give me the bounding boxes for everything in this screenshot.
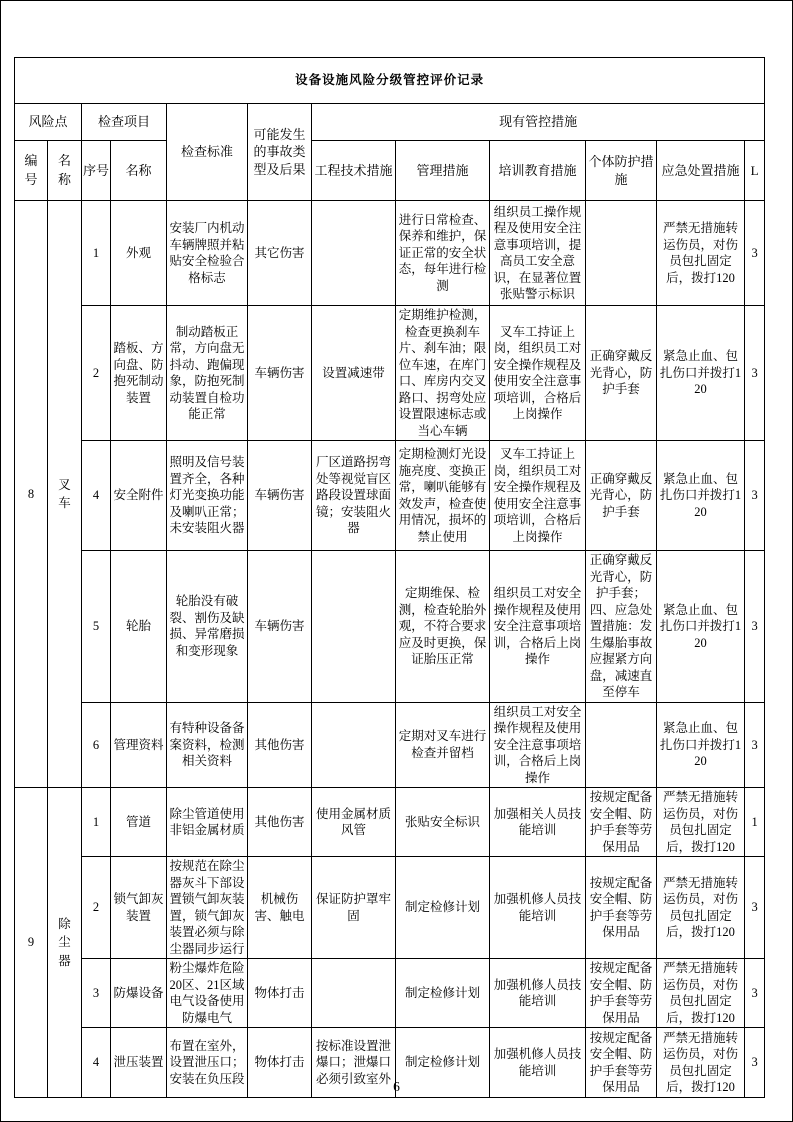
risk-name-cell: 叉车 bbox=[48, 201, 82, 788]
accident-cell: 物体打击 bbox=[248, 959, 312, 1028]
engineering-cell bbox=[312, 201, 396, 306]
accident-cell: 车辆伤害 bbox=[248, 306, 312, 441]
management-cell: 定期检测灯光设施亮度、变换正常，喇叭能够有效发声，检查使用情况，损坏的禁止使用 bbox=[396, 441, 490, 551]
management-cell: 进行日常检查、保养和维护，保证正常的安全状态，每年进行检测 bbox=[396, 201, 490, 306]
seq-cell: 2 bbox=[82, 306, 111, 441]
header-risk-point: 风险点 bbox=[15, 104, 82, 141]
table-row bbox=[15, 306, 765, 441]
seq-cell: 6 bbox=[82, 702, 111, 788]
emergency-cell: 严禁无措施转运伤员，对伤员包扎固定后，拨打120 bbox=[657, 201, 745, 306]
management-cell: 定期维护检测，检查更换刹车片、刹车油；限位车速，在库门口、库房内交叉路口、拐弯处应设置限速标志或当心车辆 bbox=[396, 306, 490, 441]
training-cell: 叉车工持证上岗，组织员工对安全操作规程及使用安全注意事项培训，合格后上岗操作 bbox=[490, 441, 586, 551]
accident-cell: 车辆伤害 bbox=[248, 441, 312, 551]
ppe-cell: 按规定配备安全帽、防护手套等劳保用品 bbox=[586, 959, 657, 1028]
item-name-cell: 踏板、方向盘、防抱死制动装置 bbox=[111, 306, 167, 441]
ppe-cell: 正确穿戴反光背心，防护手套；四、应急处置措施：发生爆胎事故应握紧方向盘，减速直至停车 bbox=[586, 551, 657, 703]
header-row-2 bbox=[15, 141, 765, 201]
header-l: L bbox=[745, 141, 765, 201]
header-row-1 bbox=[15, 104, 765, 141]
ppe-cell: 正确穿戴反光背心，防护手套 bbox=[586, 441, 657, 551]
item-name-cell: 管道 bbox=[111, 788, 167, 857]
l-cell: 3 bbox=[745, 551, 765, 703]
management-cell: 制定检修计划 bbox=[396, 959, 490, 1028]
standard-cell: 轮胎没有破裂、割伤及缺损、异常磨损和变形现象 bbox=[167, 551, 248, 703]
item-name-cell: 锁气卸灰装置 bbox=[111, 857, 167, 959]
seq-cell: 1 bbox=[82, 788, 111, 857]
seq-cell: 2 bbox=[82, 857, 111, 959]
standard-cell: 安装厂内机动车辆牌照并粘贴安全检验合格标志 bbox=[167, 201, 248, 306]
ppe-cell bbox=[586, 201, 657, 306]
engineering-cell: 设置减速带 bbox=[312, 306, 396, 441]
seq-cell: 4 bbox=[82, 1028, 111, 1098]
risk-control-table bbox=[14, 57, 765, 1098]
engineering-cell bbox=[312, 959, 396, 1028]
management-cell: 张贴安全标识 bbox=[396, 788, 490, 857]
header-item-name: 名称 bbox=[111, 141, 167, 201]
training-cell: 加强机修人员技能培训 bbox=[490, 857, 586, 959]
emergency-cell: 严禁无措施转运伤员，对伤员包扎固定后，拨打120 bbox=[657, 1028, 745, 1098]
emergency-cell: 紧急止血、包扎伤口并拨打120 bbox=[657, 702, 745, 788]
emergency-cell: 严禁无措施转运伤员，对伤员包扎固定后，拨打120 bbox=[657, 788, 745, 857]
header-emergency: 应急处置措施 bbox=[657, 141, 745, 201]
training-cell: 加强机修人员技能培训 bbox=[490, 1028, 586, 1098]
header-existing-controls: 现有管控措施 bbox=[312, 104, 765, 141]
training-cell: 组织员工对安全操作规程及使用安全注意事项培训，合格后上岗操作 bbox=[490, 551, 586, 703]
l-cell: 3 bbox=[745, 857, 765, 959]
ppe-cell: 按规定配备安全帽、防护手套等劳保用品 bbox=[586, 1028, 657, 1098]
seq-cell: 3 bbox=[82, 959, 111, 1028]
l-cell: 1 bbox=[745, 788, 765, 857]
accident-cell: 物体打击 bbox=[248, 1028, 312, 1098]
ppe-cell bbox=[586, 702, 657, 788]
ppe-cell: 正确穿戴反光背心，防护手套 bbox=[586, 306, 657, 441]
seq-cell: 1 bbox=[82, 201, 111, 306]
training-cell: 加强相关人员技能培训 bbox=[490, 788, 586, 857]
item-name-cell: 泄压装置 bbox=[111, 1028, 167, 1098]
page-number: 6 bbox=[393, 1079, 400, 1094]
header-ppe: 个体防护措施 bbox=[586, 141, 657, 201]
emergency-cell: 严禁无措施转运伤员，对伤员包扎固定后，拨打120 bbox=[657, 959, 745, 1028]
standard-cell: 照明及信号装置齐全，各种灯光变换功能及喇叭正常；未安装阻火器 bbox=[167, 441, 248, 551]
l-cell: 3 bbox=[745, 306, 765, 441]
header-accident: 可能发生的事故类型及后果 bbox=[248, 104, 312, 201]
training-cell: 组织员工对安全操作规程及使用安全注意事项培训，合格后上岗操作 bbox=[490, 702, 586, 788]
management-cell: 制定检修计划 bbox=[396, 1028, 490, 1098]
l-cell: 3 bbox=[745, 201, 765, 306]
emergency-cell: 严禁无措施转运伤员，对伤员包扎固定后，拨打120 bbox=[657, 857, 745, 959]
l-cell: 3 bbox=[745, 441, 765, 551]
item-name-cell: 轮胎 bbox=[111, 551, 167, 703]
standard-cell: 制动踏板正常，方向盘无抖动、跑偏现象，防抱死制动装置自检功能正常 bbox=[167, 306, 248, 441]
seq-cell: 4 bbox=[82, 441, 111, 551]
l-cell: 3 bbox=[745, 959, 765, 1028]
management-cell: 定期对叉车进行检查并留档 bbox=[396, 702, 490, 788]
header-name: 名称 bbox=[48, 141, 82, 201]
l-cell: 3 bbox=[745, 702, 765, 788]
risk-id-cell: 8 bbox=[15, 201, 48, 788]
management-cell: 定期维保、检测，检查轮胎外观，不符合要求应及时更换，保证胎压正常 bbox=[396, 551, 490, 703]
training-cell: 组织员工操作规程及使用安全注意事项培训，提高员工安全意识，在显著位置张贴警示标识 bbox=[490, 201, 586, 306]
header-training: 培训教育措施 bbox=[490, 141, 586, 201]
standard-cell: 除尘管道使用非铝金属材质 bbox=[167, 788, 248, 857]
page-title: 设备设施风险分级管控评价记录 bbox=[15, 58, 765, 104]
header-engineering: 工程技术措施 bbox=[312, 141, 396, 201]
item-name-cell: 防爆设备 bbox=[111, 959, 167, 1028]
header-management: 管理措施 bbox=[396, 141, 490, 201]
table-row bbox=[15, 702, 765, 788]
standard-cell: 有特种设备备案资料，检测相关资料 bbox=[167, 702, 248, 788]
emergency-cell: 紧急止血、包扎伤口并拨打120 bbox=[657, 551, 745, 703]
table-row bbox=[15, 857, 765, 959]
accident-cell: 车辆伤害 bbox=[248, 551, 312, 703]
header-standard: 检查标准 bbox=[167, 104, 248, 201]
engineering-cell: 按标准设置泄爆口；泄爆口必须引致室外 bbox=[312, 1028, 396, 1098]
accident-cell: 其它伤害 bbox=[248, 201, 312, 306]
ppe-cell: 按规定配备安全帽、防护手套等劳保用品 bbox=[586, 788, 657, 857]
item-name-cell: 管理资料 bbox=[111, 702, 167, 788]
engineering-cell: 使用金属材质风管 bbox=[312, 788, 396, 857]
table-row bbox=[15, 551, 765, 703]
training-cell: 叉车工持证上岗，组织员工对安全操作规程及使用安全注意事项培训，合格后上岗操作 bbox=[490, 306, 586, 441]
header-check-item: 检查项目 bbox=[82, 104, 167, 141]
item-name-cell: 外观 bbox=[111, 201, 167, 306]
accident-cell: 其他伤害 bbox=[248, 788, 312, 857]
header-id: 编号 bbox=[15, 141, 48, 201]
engineering-cell: 厂区道路拐弯处等视觉盲区路段设置球面镜；安装阻火器 bbox=[312, 441, 396, 551]
table-row bbox=[15, 441, 765, 551]
header-seq: 序号 bbox=[82, 141, 111, 201]
engineering-cell bbox=[312, 702, 396, 788]
seq-cell: 5 bbox=[82, 551, 111, 703]
emergency-cell: 紧急止血、包扎伤口并拨打120 bbox=[657, 441, 745, 551]
standard-cell: 按规范在除尘器灰斗下部设置锁气卸灰装置，锁气卸灰装置必须与除尘器同步运行 bbox=[167, 857, 248, 959]
risk-name-cell: 除尘器 bbox=[48, 788, 82, 1098]
engineering-cell: 保证防护罩牢固 bbox=[312, 857, 396, 959]
ppe-cell: 按规定配备安全帽、防护手套等劳保用品 bbox=[586, 857, 657, 959]
table-row bbox=[15, 788, 765, 857]
risk-id-cell: 9 bbox=[15, 788, 48, 1098]
management-cell: 制定检修计划 bbox=[396, 857, 490, 959]
emergency-cell: 紧急止血、包扎伤口并拨打120 bbox=[657, 306, 745, 441]
item-name-cell: 安全附件 bbox=[111, 441, 167, 551]
engineering-cell bbox=[312, 551, 396, 703]
l-cell: 3 bbox=[745, 1028, 765, 1098]
accident-cell: 机械伤害、触电 bbox=[248, 857, 312, 959]
table-row bbox=[15, 201, 765, 306]
standard-cell: 布置在室外，设置泄压口；安装在负压段 bbox=[167, 1028, 248, 1098]
table-row bbox=[15, 959, 765, 1028]
training-cell: 加强机修人员技能培训 bbox=[490, 959, 586, 1028]
standard-cell: 粉尘爆炸危险20区、21区域电气设备使用防爆电气 bbox=[167, 959, 248, 1028]
accident-cell: 其他伤害 bbox=[248, 702, 312, 788]
title-row bbox=[15, 58, 765, 104]
